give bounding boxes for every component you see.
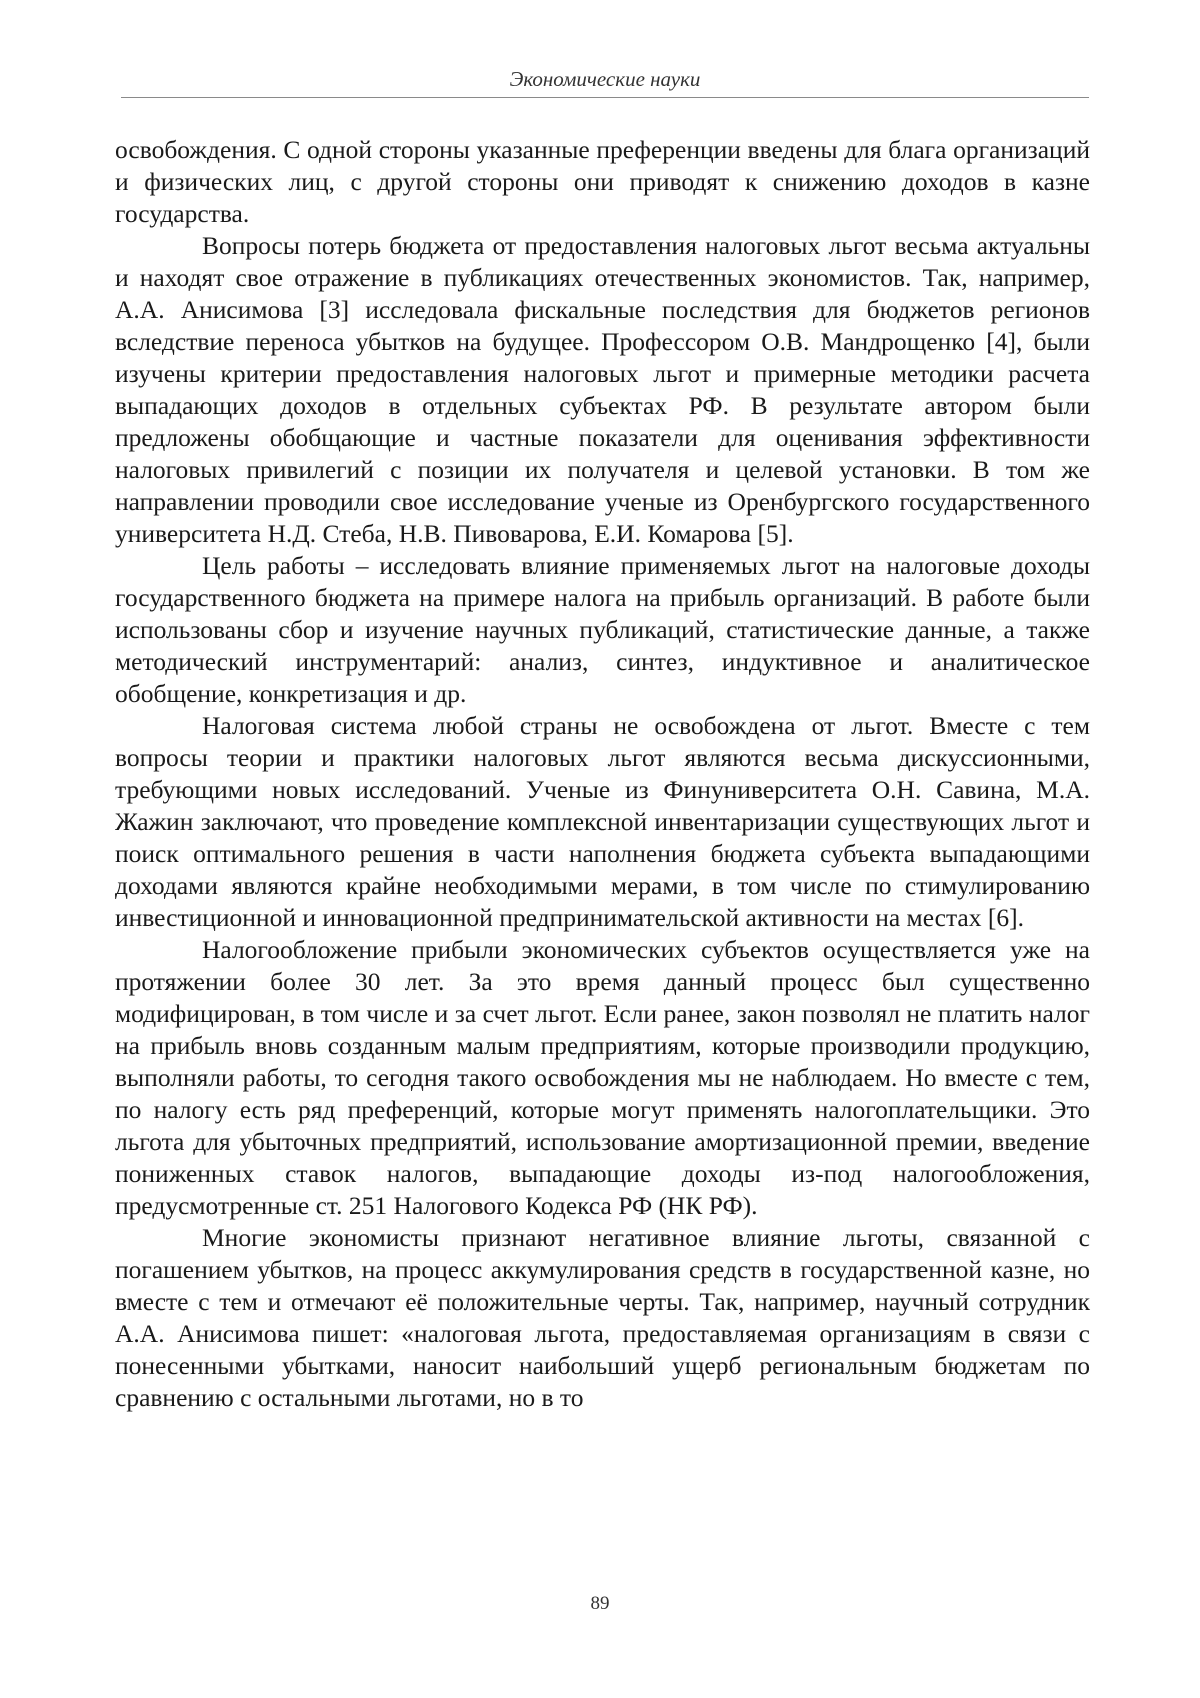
header-divider [121,97,1089,98]
article-body [115,134,1090,1414]
paragraph-economists-view: Многие экономисты признают негативное влияние льготы, связанной с погашением убытков, на процесс аккумулирования средств в государственной казне, но вместе с тем и отмечают её положительные черты. Так, например, научный сотрудник А.А. Анисимова пишет: «налоговая льгота, предоставляемая организациям в связи с понесенными убытками, наносит наибольший ущерб региональным бюджетам по сравнению с остальными льготами, но в то [115,1223,1090,1412]
paragraph-profit-taxation: Налогообложение прибыли экономических субъектов осуществляется уже на протяжении более 30 лет. За это время данный процесс был существенно модифицирован, в том числе и за счет льгот. Если ранее, закон позволял не платить налог на прибыль вновь созданным малым предприятиям, которые производили продукцию, выполняли работы, то сегодня такого освобождения мы не наблюдаем. Но вместе с тем, по налогу есть ряд преференций, которые могут применять налогоплательщики. Это льгота для убыточных предприятий, использование амортизационной премии, введение пониженных ставок налогов, выпадающие доходы из-под налогообложения, предусмотренные ст. 251 Налогового Кодекса РФ (НК РФ). [115,935,1090,1220]
paragraph-tax-system: Налоговая система любой страны не освобождена от льгот. Вместе с тем вопросы теории и практики налоговых льгот являются весьма дискуссионными, требующими новых исследований. Ученые из Финуниверситета О.Н. Савина, М.А. Жажин заключают, что проведение комплексной инвентаризации существующих льгот и поиск оптимального решения в части наполнения бюджета субъекта выпадающими доходами являются крайне необходимыми мерами, в том числе по стимулированию инвестиционной и инновационной предпринимательской активности на местах [6]. [115,711,1090,932]
paragraph-research-goal: Цель работы – исследовать влияние применяемых льгот на налоговые доходы государственного бюджета на примере налога на прибыль организаций. В работе были использованы сбор и изучение научных публикаций, статистические данные, а также методический инструментарий: анализ, синтез, индуктивное и аналитическое обобщение, конкретизация и др. [115,551,1090,708]
running-header: Экономические науки [509,67,701,91]
paragraph-budget-losses: Вопросы потерь бюджета от предоставления налоговых льгот весьма актуальны и находят свое отражение в публикациях отечественных экономистов. Так, например, А.А. Анисимова [3] исследовала фискальные последствия для бюджетов регионов вследствие переноса убытков на будущее. Профессором О.В. Мандрощенко [4], были изучены критерии предоставления налоговых льгот и примерные методики расчета выпадающих доходов в отдельных субъектах РФ. В результате автором были предложены обобщающие и частные показатели для оценивания эффективности налоговых привилегий с позиции их получателя и целевой установки. В том же направлении проводили свое исследование ученые из Оренбургского государственного университета Н.Д. Стеба, Н.В. Пивоварова, Е.И. Комарова [5]. [115,231,1090,548]
page-number: 89 [590,1593,610,1614]
paragraph-continuation: освобождения. С одной стороны указанные преференции введены для блага организаций и физических лиц, с другой стороны они приводят к снижению доходов в казне государства. [115,135,1090,228]
